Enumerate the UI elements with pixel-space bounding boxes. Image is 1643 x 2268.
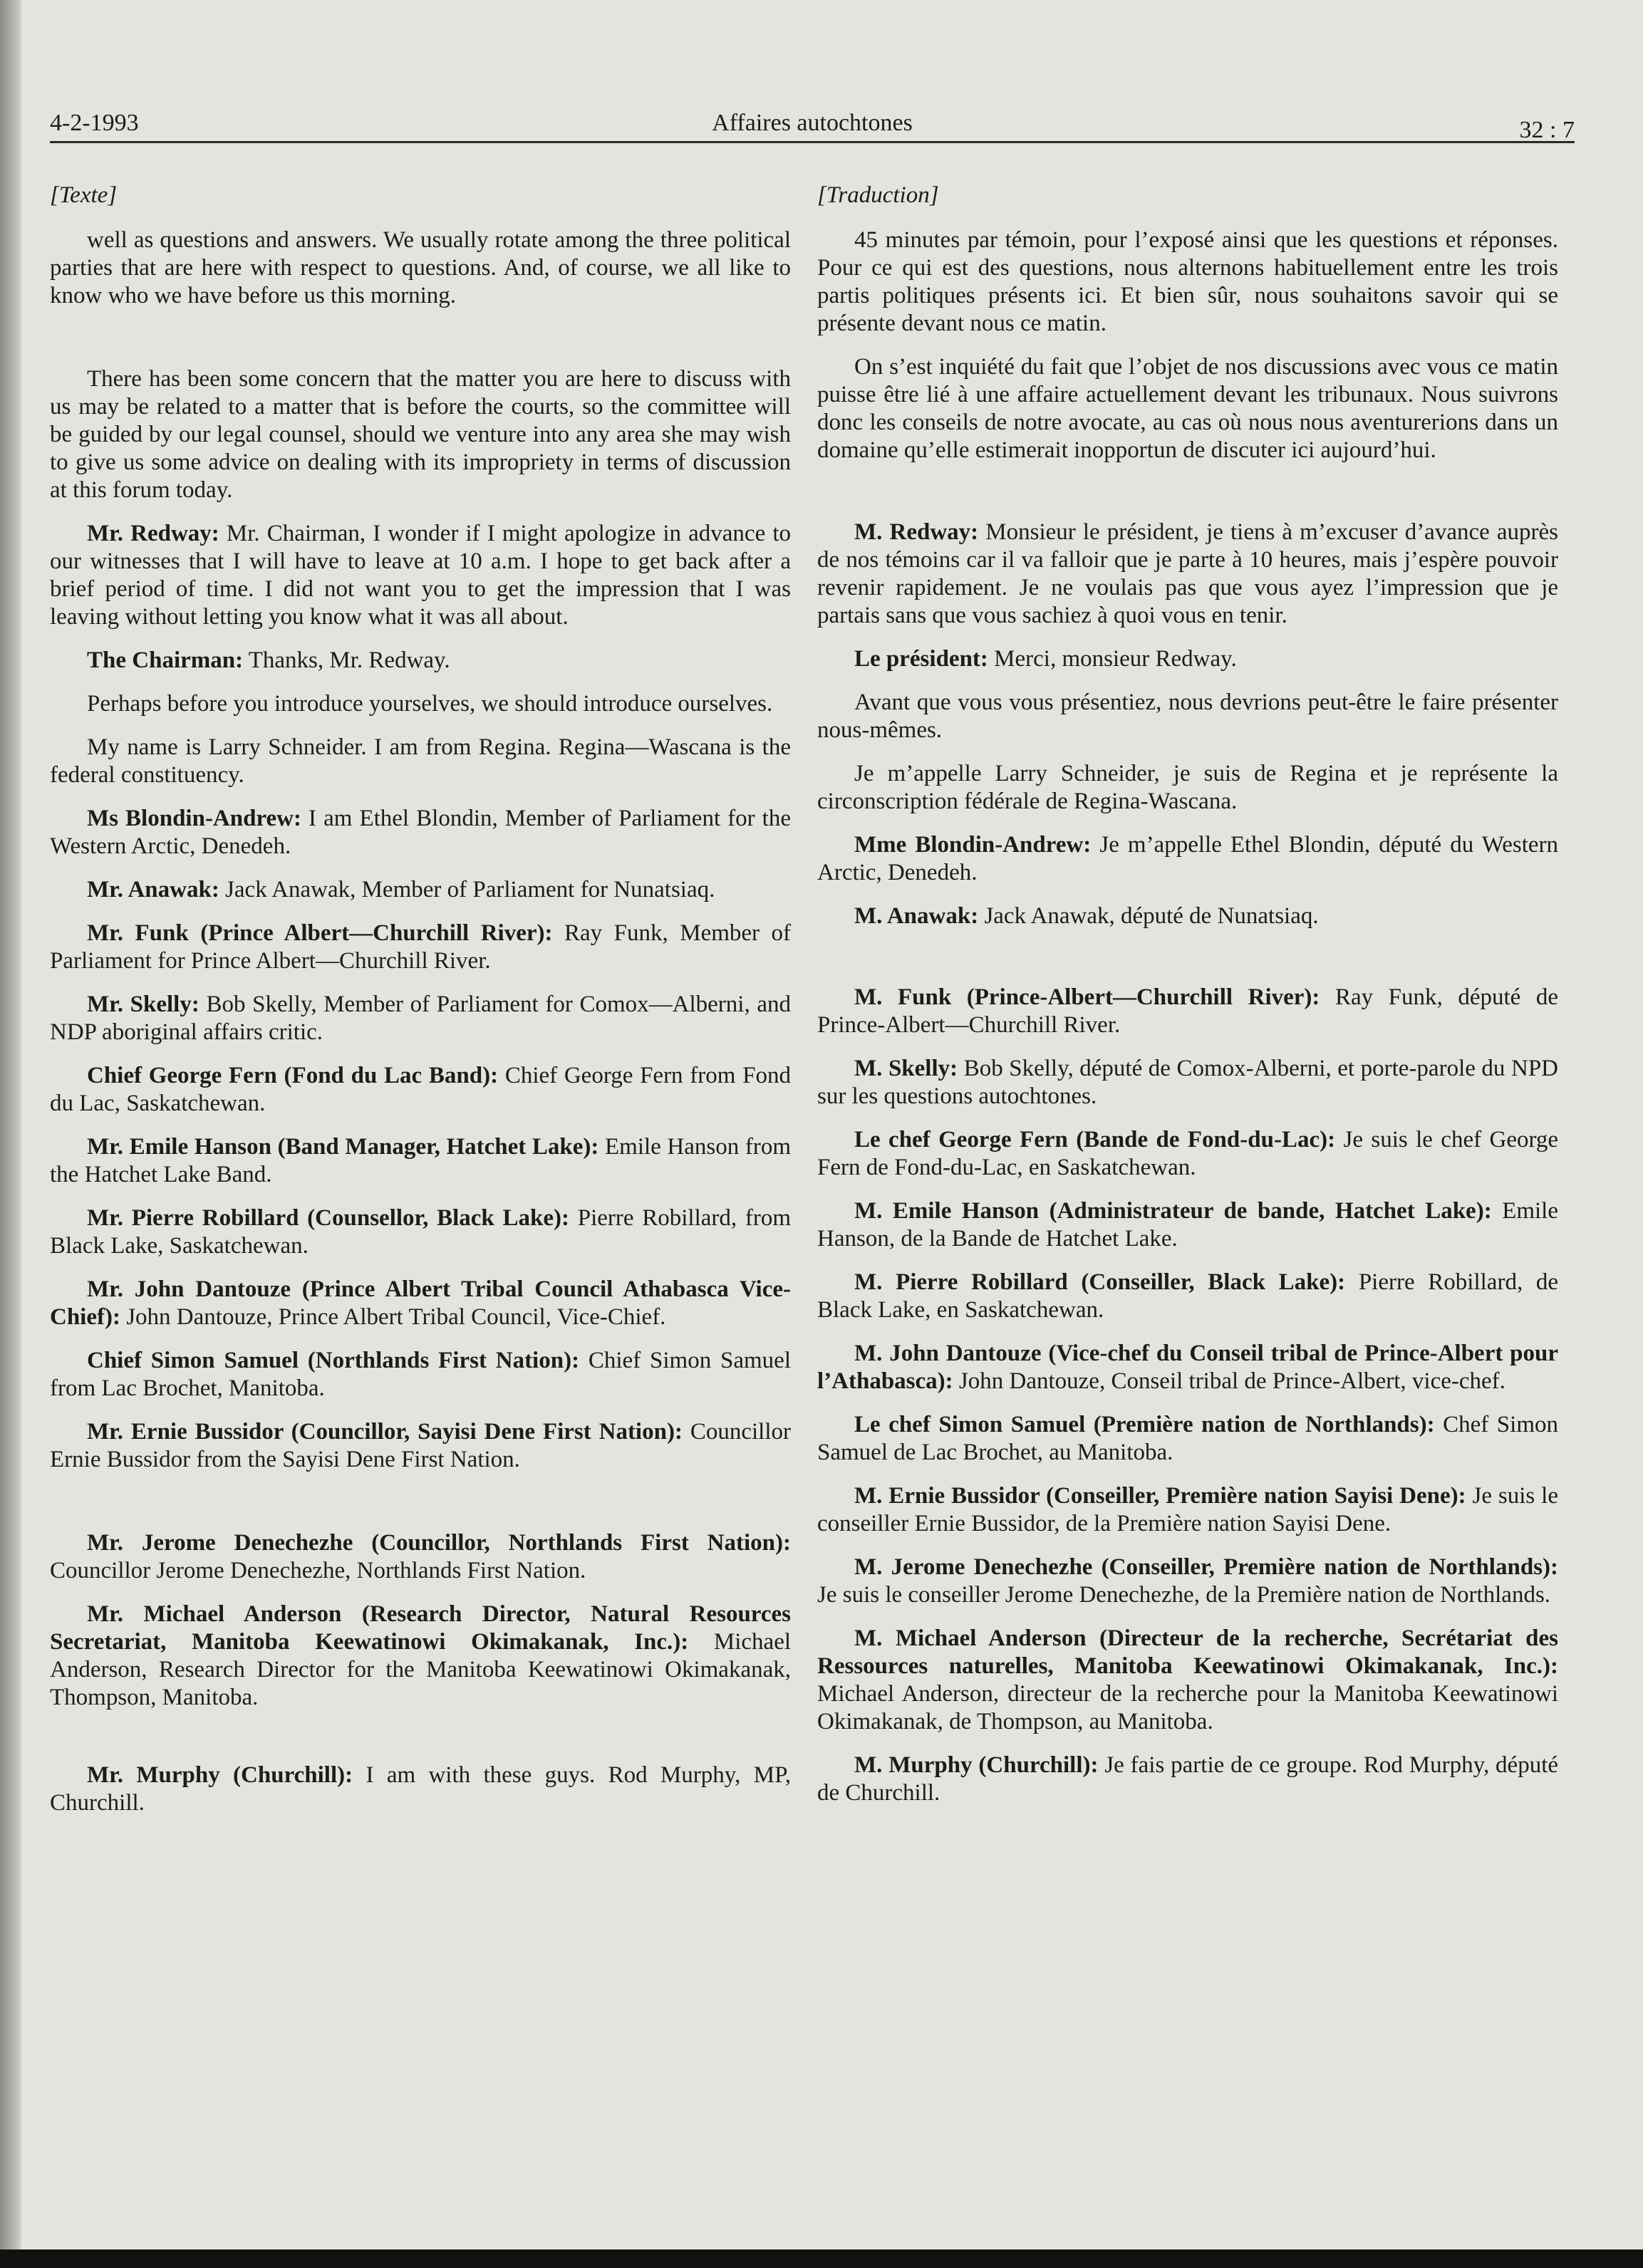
paragraph	[50, 227, 791, 310]
paragraph-text: Pierre Robillard, de Black Lake, en Saskatchewan.	[817, 1269, 1559, 1323]
column-label: [Traduction]	[817, 182, 939, 208]
paragraph	[50, 1276, 791, 1331]
paragraph	[817, 1197, 1558, 1253]
paragraph-text: Pierre Robillard, from Black Lake, Saskatchewan.	[50, 1205, 791, 1259]
speaker-name: M. Pierre Robillard (Conseiller, Black Lake):	[854, 1269, 1346, 1295]
paragraph	[50, 647, 791, 675]
paragraph-text: Mr. Chairman, I wonder if I might apologize in advance to our witnesses that I will have to leave at 10 a.m. I hope to get back after a brief period of time. I did not want you to get the impression that I was leaving without letting you know what it was all about.	[50, 521, 791, 630]
speaker-name: Mr. John Dantouze (Prince Albert Tribal Council Athabasca Vice-Chief):	[50, 1276, 791, 1330]
scan-bottom-edge	[0, 2249, 1643, 2268]
paragraph	[50, 365, 791, 504]
paragraph-text: Je fais partie de ce groupe. Rod Murphy, député de Churchill.	[817, 1752, 1559, 1806]
paragraph-text: well as questions and answers. We usually rotate among the three political parties that are here with respect to questions. And, of course, we all like to know who we have before us this morning.	[50, 227, 791, 308]
paragraph-text: Councillor Ernie Bussidor from the Sayisi Dene First Nation.	[50, 1419, 791, 1472]
speaker-name: The Chairman:	[87, 647, 244, 673]
paragraph	[50, 1418, 791, 1474]
paragraph	[817, 1126, 1558, 1182]
paragraph	[50, 734, 791, 789]
paragraph-text: Bob Skelly, député de Comox-Alberni, et porte-parole du NPD sur les questions autochtones.	[817, 1056, 1559, 1109]
paragraph	[50, 1347, 791, 1403]
paragraph	[817, 519, 1558, 630]
paragraph-text: I am with these guys. Rod Murphy, MP, Churchill.	[50, 1762, 792, 1816]
speaker-name: M. Jerome Denechezhe (Conseiller, Première nation de Northlands):	[854, 1554, 1558, 1580]
speaker-name: Mr. Michael Anderson (Research Director, Natural Resources Secretariat, Manitoba Keewatinowi Okimakanak, Inc.):	[50, 1601, 791, 1655]
paragraph-text: 45 minutes par témoin, pour l’exposé ainsi que les questions et réponses. Pour ce qui est des questions, nous alternons habituellement entre les trois partis politiques présents ici. Et bien sûr, nous souhaitons savoir qui se présente devant nous ce matin.	[817, 227, 1558, 336]
paragraph-text: Michael Anderson, directeur de la recherche pour la Manitoba Keewatinowi Okimakanak, de Thompson, au Manitoba.	[817, 1681, 1558, 1734]
paragraph	[817, 353, 1558, 464]
speaker-name: Mr. Murphy (Churchill):	[87, 1762, 353, 1788]
paragraph	[817, 1554, 1558, 1609]
speaker-name: Chief Simon Samuel (Northlands First Nation):	[87, 1348, 580, 1373]
paragraph-text: Jack Anawak, député de Nunatsiaq.	[984, 903, 1319, 929]
paragraph-text: Emile Hanson from the Hatchet Lake Band.	[50, 1134, 791, 1187]
paragraph	[50, 805, 791, 860]
paragraph-text: Councillor Jerome Denechezhe, Northlands First Nation.	[50, 1558, 586, 1583]
paragraph-text: There has been some concern that the matter you are here to discuss with us may be related to a matter that is before the courts, so the committee will be guided by our legal counsel, should we venture into any area she may wish to give us some advice on dealing with its impropriety in terms of discussion at this forum today.	[50, 366, 791, 503]
speaker-name: Mr. Pierre Robillard (Counsellor, Black Lake):	[87, 1205, 569, 1231]
speaker-name: Ms Blondin-Andrew:	[87, 806, 301, 831]
paragraph-text: Chef Simon Samuel de Lac Brochet, au Manitoba.	[817, 1412, 1558, 1465]
speaker-name: Le président:	[854, 646, 988, 672]
paragraph-text: Jack Anawak, Member of Parliament for Nunatsiaq.	[225, 877, 715, 902]
speaker-name: M. Ernie Bussidor (Conseiller, Première nation Sayisi Dene):	[854, 1483, 1466, 1509]
speaker-name: Mr. Ernie Bussidor (Councillor, Sayisi Dene First Nation):	[87, 1419, 683, 1445]
paragraph-text: Merci, monsieur Redway.	[994, 646, 1237, 672]
paragraph-text: Je m’appelle Larry Schneider, je suis de Regina et je représente la circonscription fédérale de Regina-Wascana.	[817, 761, 1558, 814]
paragraph	[817, 227, 1558, 338]
paragraph-text: John Dantouze, Conseil tribal de Prince-Albert, vice-chef.	[958, 1368, 1505, 1394]
paragraph-text: Je m’appelle Ethel Blondin, député du Western Arctic, Denedeh.	[817, 832, 1558, 885]
paragraph	[50, 1601, 791, 1712]
paragraph	[817, 902, 1558, 930]
paragraph	[817, 831, 1558, 887]
paragraph	[817, 1752, 1558, 1807]
paragraph	[817, 689, 1558, 744]
paragraph	[817, 1625, 1558, 1736]
paragraph-text: Perhaps before you introduce yourselves, we should introduce ourselves.	[87, 691, 773, 717]
speaker-name: Mr. Funk (Prince Albert—Churchill River):	[87, 920, 553, 946]
column-label: [Texte]	[50, 182, 118, 208]
speaker-name: M. Murphy (Churchill):	[854, 1752, 1099, 1778]
header-date: 4-2-1993	[50, 110, 139, 136]
paragraph-text: Je suis le conseiller Jerome Denechezhe, de la Première nation de Northlands.	[817, 1582, 1551, 1608]
paragraph-text: Je suis le conseiller Ernie Bussidor, de la Première nation Sayisi Dene.	[817, 1483, 1558, 1536]
paragraph-text: Emile Hanson, de la Bande de Hatchet Lake.	[817, 1198, 1558, 1252]
french-column	[817, 182, 1558, 1823]
running-header	[50, 100, 1575, 143]
paragraph	[817, 1340, 1558, 1395]
speaker-name: M. Redway:	[854, 519, 979, 545]
paragraph-text: I am Ethel Blondin, Member of Parliament for the Western Arctic, Denedeh.	[50, 806, 791, 859]
paragraph-text: Ray Funk, député de Prince-Albert—Churchill River.	[817, 984, 1558, 1038]
paragraph	[817, 984, 1558, 1039]
page-binding-edge	[0, 0, 21, 2268]
paragraph-text: Thanks, Mr. Redway.	[248, 647, 450, 673]
paragraph-text: Bob Skelly, Member of Parliament for Comox—Alberni, and NDP aboriginal affairs critic.	[50, 992, 791, 1045]
speaker-name: M. Anawak:	[854, 903, 979, 929]
speaker-name: Mme Blondin-Andrew:	[854, 832, 1092, 858]
speaker-name: M. Michael Anderson (Directeur de la recherche, Secrétariat des Ressources naturelles, Manitoba Keewatinowi Okimakanak, Inc.):	[817, 1625, 1558, 1679]
paragraph	[50, 1205, 791, 1260]
speaker-name: Mr. Redway:	[87, 521, 219, 546]
paragraph-text: Je suis le chef George Fern de Fond-du-Lac, en Saskatchewan.	[817, 1127, 1559, 1180]
speaker-name: M. Funk (Prince-Albert—Churchill River):	[854, 984, 1320, 1010]
paragraph	[50, 520, 791, 631]
english-column	[50, 182, 791, 1833]
paragraph	[817, 1269, 1558, 1324]
speaker-name: Le chef Simon Samuel (Première nation de Northlands):	[854, 1412, 1435, 1437]
paragraph	[50, 1762, 791, 1817]
paragraph-text: Chief Simon Samuel from Lac Brochet, Manitoba.	[50, 1348, 791, 1401]
paragraph-text: Avant que vous vous présentiez, nous devrions peut-être le faire présenter nous-mêmes.	[817, 690, 1558, 743]
speaker-name: Mr. Anawak:	[87, 877, 219, 902]
paragraph-text: My name is Larry Schneider. I am from Regina. Regina—Wascana is the federal constituency.	[50, 734, 791, 788]
speaker-name: Mr. Skelly:	[87, 992, 199, 1017]
speaker-name: Mr. Jerome Denechezhe (Councillor, Northlands First Nation):	[87, 1530, 791, 1556]
speaker-name: M. Emile Hanson (Administrateur de bande, Hatchet Lake):	[854, 1198, 1492, 1224]
paragraph	[50, 920, 791, 975]
paragraph-text: On s’est inquiété du fait que l’objet de nos discussions avec vous ce matin puisse être lié à une affaire actuellement devant les tribunaux. Nous suivrons donc les conseils de notre avocate, au cas où nous nous aventurerions dans un domaine qu’elle estimerait inopportun de discuter ici aujourd’hui.	[817, 354, 1558, 463]
paragraph-text: Monsieur le président, je tiens à m’excuser d’avance auprès de nos témoins car il va falloir que je parte à 10 heures, mais j’espère pouvoir revenir rapidement. Je ne voulais pas que vous ayez l’impression que je partais sans que vous sachiez à quoi vous en tenir.	[817, 519, 1558, 628]
paragraph	[817, 1411, 1558, 1467]
paragraph	[50, 1062, 791, 1118]
paragraph	[817, 760, 1558, 816]
paragraph	[50, 1529, 791, 1585]
paragraph	[817, 645, 1558, 673]
paragraph	[50, 1133, 791, 1189]
paragraph-text: Chief George Fern from Fond du Lac, Saskatchewan.	[50, 1063, 791, 1116]
header-title: Affaires autochtones	[712, 110, 913, 136]
speaker-name: M. Skelly:	[854, 1056, 958, 1081]
speaker-name: Mr. Emile Hanson (Band Manager, Hatchet Lake):	[87, 1134, 599, 1160]
header-page-number: 32 : 7	[1519, 117, 1575, 143]
paragraph-text: Michael Anderson, Research Director for the Manitoba Keewatinowi Okimakanak, Thompson, Manitoba.	[50, 1629, 792, 1710]
paragraph	[817, 1055, 1558, 1110]
paragraph	[50, 991, 791, 1046]
paragraph-text: John Dantouze, Prince Albert Tribal Council, Vice-Chief.	[126, 1304, 666, 1330]
paragraph	[817, 1482, 1558, 1538]
paragraph-text: Ray Funk, Member of Parliament for Prince Albert—Churchill River.	[50, 920, 791, 974]
paragraph	[50, 876, 791, 904]
speaker-name: Le chef George Fern (Bande de Fond-du-Lac):	[854, 1127, 1336, 1153]
speaker-name: Chief George Fern (Fond du Lac Band):	[87, 1063, 499, 1088]
speaker-name: M. John Dantouze (Vice-chef du Conseil tribal de Prince-Albert pour l’Athabasca):	[817, 1341, 1558, 1394]
paragraph	[50, 690, 791, 718]
